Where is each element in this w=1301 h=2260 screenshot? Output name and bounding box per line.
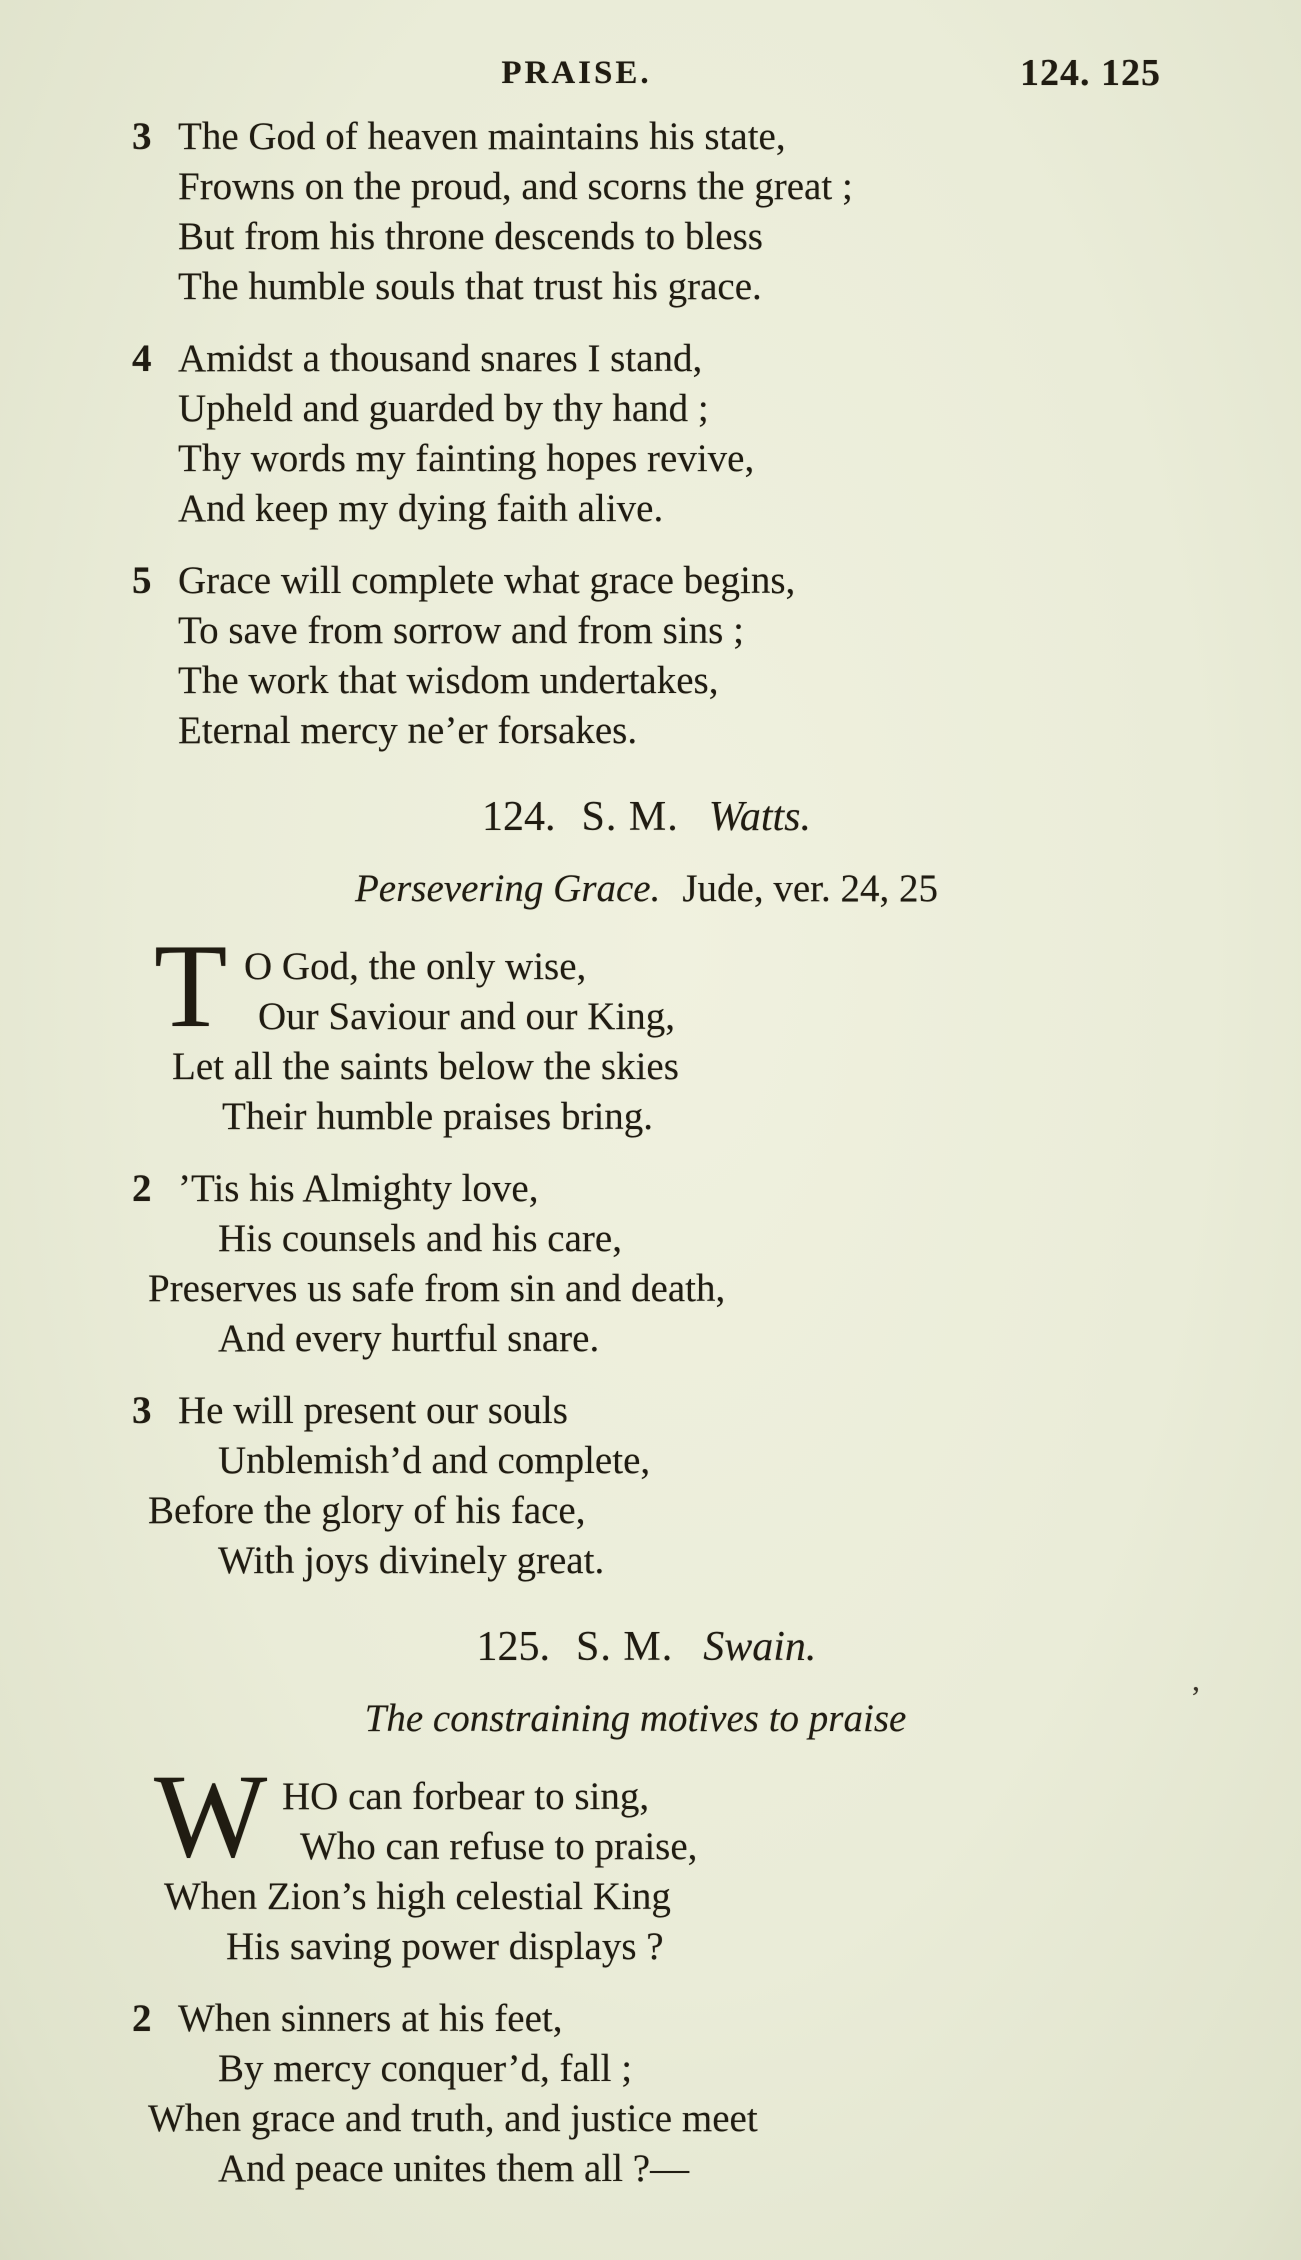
running-title: PRAISE. [501, 55, 652, 91]
dropcap-letter: W [154, 1749, 268, 1882]
verse-line: The humble souls that trust his grace. [178, 265, 762, 308]
verse-line: Preserves us safe from sin and death, [148, 1267, 726, 1310]
verse-line: And every hurtful snare. [218, 1317, 600, 1360]
verse-line: To save from sorrow and from sins ; [178, 609, 744, 652]
verse-line: When grace and truth, and justice meet [148, 2097, 758, 2140]
verse [132, 1386, 1161, 1586]
hymn-subtitle [132, 1694, 1161, 1744]
verse-line: Unblemish’d and complete, [218, 1439, 651, 1482]
print-artifact: ’ [1190, 1679, 1201, 1715]
verse-line: Frowns on the proud, and scorns the great ; [178, 165, 853, 208]
verse-line: His saving power displays ? [226, 1925, 664, 1968]
verse-number: 3 [132, 115, 152, 158]
verse-line: Eternal mercy ne’er forsakes. [178, 709, 638, 752]
verse-number: 5 [132, 559, 152, 602]
hymn-number: 124. [481, 794, 556, 840]
verse-line: O God, the only wise, [244, 945, 587, 988]
verse-line: HO can forbear to sing, [282, 1775, 650, 1818]
verse-line: And keep my dying faith alive. [178, 487, 664, 530]
verse [132, 1749, 1161, 1972]
verse-line: The God of heaven maintains his state, [178, 115, 786, 158]
verse [132, 556, 1161, 756]
verse-line: The work that wisdom undertakes, [178, 659, 719, 702]
verse-line: Let all the saints below the skies [172, 1045, 679, 1088]
verse-line: But from his throne descends to bless [178, 215, 763, 258]
verse-line: Thy words my fainting hopes revive, [178, 437, 755, 480]
hymn-subtitle [132, 864, 1161, 914]
verse-line: ’Tis his Almighty love, [178, 1167, 539, 1210]
verse [132, 1164, 1161, 1364]
hymn-author: Watts. [708, 794, 812, 840]
hymn-subtitle-text: Persevering Grace. [354, 867, 661, 910]
verse-line: He will present our souls [178, 1389, 568, 1432]
hymn-subtitle-reference: Jude, ver. 24, 25 [682, 867, 939, 910]
hymn-author: Swain. [703, 1624, 817, 1670]
hymn-subtitle-text: The constraining motives to praise [364, 1697, 907, 1740]
verse-number: 2 [132, 1167, 152, 1210]
verse [132, 112, 1161, 312]
verse-line: When sinners at his feet, [178, 1997, 563, 2040]
verse-number: 3 [132, 1389, 152, 1432]
verse-line: Our Saviour and our King, [258, 995, 676, 1038]
verse-number: 2 [132, 1997, 152, 2040]
page-numbers: 124. 125 [1020, 52, 1161, 94]
verse-line: And peace unites them all ?— [218, 2147, 690, 2190]
verse [132, 1994, 1161, 2194]
verse-line: Who can refuse to praise, [300, 1825, 698, 1868]
verse-line: By mercy conquer’d, fall ; [218, 2047, 633, 2090]
hymn-meter: S. M. [581, 794, 679, 840]
verse-line: With joys divinely great. [218, 1539, 605, 1582]
verse [132, 919, 1161, 1142]
verse-line: Upheld and guarded by thy hand ; [178, 387, 709, 430]
verse-line: Amidst a thousand snares I stand, [178, 337, 703, 380]
verse-line: Grace will complete what grace begins, [178, 559, 796, 602]
verse [132, 334, 1161, 534]
verse-line: His counsels and his care, [218, 1217, 622, 1260]
dropcap-letter: T [154, 919, 228, 1052]
hymn-heading [132, 792, 1161, 842]
verse-line: Their humble praises bring. [222, 1095, 654, 1138]
verse-number: 4 [132, 337, 152, 380]
hymn-number: 125. [476, 1624, 551, 1670]
verse-line: When Zion’s high celestial King [164, 1875, 671, 1918]
page-header [132, 48, 1161, 98]
hymn-heading [132, 1622, 1161, 1672]
hymn-meter: S. M. [576, 1624, 674, 1670]
verse-line: Before the glory of his face, [148, 1489, 586, 1532]
